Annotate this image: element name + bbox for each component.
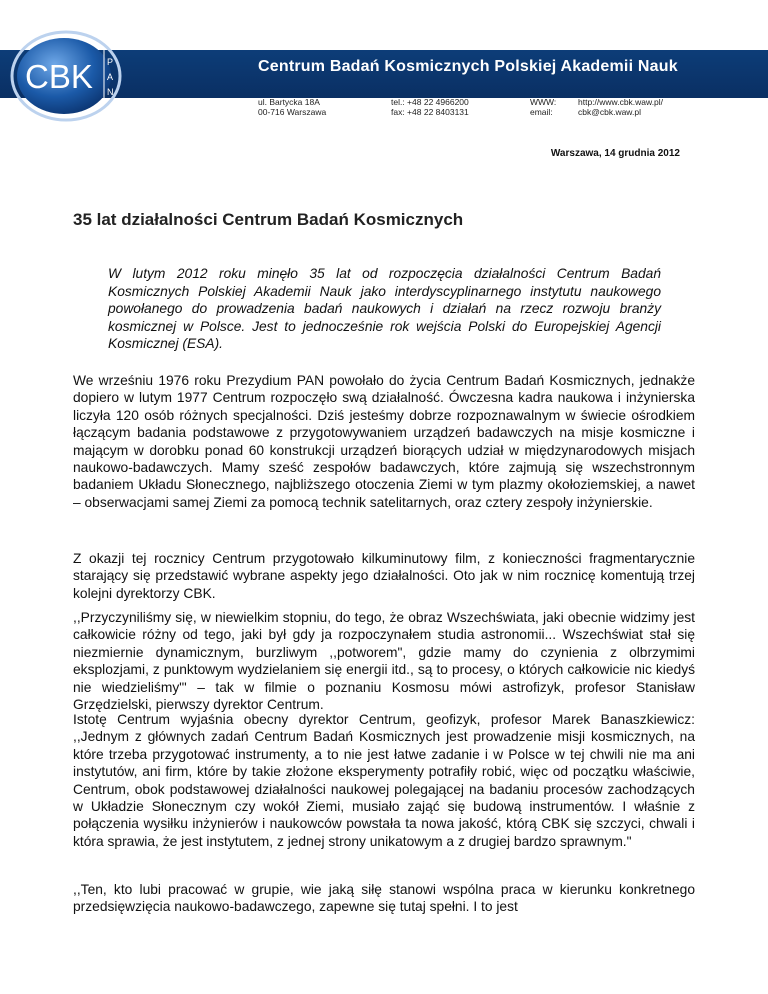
body-paragraph-3 xyxy=(73,609,695,713)
body-paragraph-4 xyxy=(73,711,695,850)
svg-text:A: A xyxy=(107,72,114,82)
tel: tel.: +48 22 4966200 xyxy=(391,97,469,107)
address-block xyxy=(258,97,326,117)
document-title: 35 lat działalności Centrum Badań Kosmicznych xyxy=(73,210,464,229)
address-line1: ul. Bartycka 18A xyxy=(258,97,320,107)
contact-labels xyxy=(530,97,556,117)
phone-block xyxy=(391,97,469,117)
org-name: Centrum Badań Kosmicznych Polskiej Akademii Nauk xyxy=(258,58,678,75)
body-paragraph-1 xyxy=(73,372,695,511)
paragraph-text: We wrześniu 1976 roku Prezydium PAN powołało do życia Centrum Badań Kosmicznych, jednakże dopiero w lutym 1977 Centrum rozpoczęło swą działalność. Ówczesna kadra naukowa i inżynierska liczyła 120 osób różnych specjalności. Dziś jesteśmy dobrze rozpoznawalnym w świecie ośrodkiem łączącym badania podstawowe z przygotowywaniem urządzeń badawczych na misje kosmiczne i mającym w dorobku ponad 60 konstrukcji urządzeń biorących udział w międzynarodowych misjach naukowo-badawczych. Mamy sześć zespołów badawczych, które zajmują się wszechstronnym badaniem Układu Słonecznego, najbliższego otoczenia Ziemi w tym plazmy okołoziemskiej, a nawet – obserwacjami samej Ziemi za pomocą technik satelitarnych, oraz cztery zespoły inżynierskie. xyxy=(73,373,695,510)
lead-paragraph: W lutym 2012 roku minęło 35 lat od rozpoczęcia działalności Centrum Badań Kosmicznych Polskiej Akademii Nauk jako interdyscyplinarnego instytutu naukowego powołanego do prowadzenia badań naukowych i działań na rzecz rozwoju branży kosmicznej w Polsce. Jest to jednocześnie rok wejścia Polski do Europejskiej Agencji Kosmicznej (ESA). xyxy=(108,266,661,351)
paragraph-text: Z okazji tej rocznicy Centrum przygotowało kilkuminutowy film, z konieczności fragmentarycznie starający się przedstawić wybrane aspekty jego działalności. Oto jak w nim rocznicę komentują trzej kolejni dyrektorzy CBK. xyxy=(73,551,695,601)
paragraph-text: ,,Ten, kto lubi pracować w grupie, wie jaką siłę stanowi wspólna praca w kierunku konkretnego przedsięwzięcia naukowo-badawczego, zapewne się tutaj spełni. I to jest xyxy=(73,882,695,915)
address-line2: 00-716 Warszawa xyxy=(258,107,327,117)
fax: fax: +48 22 8403131 xyxy=(391,107,469,117)
document-date: Warszawa, 14 grudnia 2012 xyxy=(550,148,680,159)
www-link[interactable]: http://www.cbk.waw.pl/ xyxy=(578,97,664,107)
svg-text:N: N xyxy=(107,87,114,97)
body-paragraph-2 xyxy=(73,550,695,602)
contact-values xyxy=(578,97,663,117)
body-paragraph-5 xyxy=(73,881,695,916)
paragraph-text: Istotę Centrum wyjaśnia obecny dyrektor Centrum, geofizyk, profesor Marek Banaszkiewicz: ,,Jednym z głównych zadań Centrum Badań Kosmicznych jest prowadzenie misji kosmicznych, na które trzeba przygotować instrumenty, a to nie jest łatwe zadanie i w Polsce w tej chwili nie ma ani instytutów, ani firm, które by takie złożone eksperymenty potrafiły robić, więc od początku właściwie, Centrum, obok podstawowej działalności naukowej polegającej na badaniu procesów zachodzących w Układzie Słonecznym czy wokół Ziemi, musiało zająć się budową instrumentów. I właśnie z połączenia wysiłku inżynierów i naukowców powstała ta nowa jakość, którą CBK się szczyci, chwali i która sprawia, że jest instytutem, z jednej strony unikatowym a z drugiej bardzo sprawnym." xyxy=(73,712,695,849)
email-link[interactable]: cbk@cbk.waw.pl xyxy=(578,107,641,117)
cbk-logo xyxy=(8,28,128,124)
www-label: WWW: xyxy=(530,97,557,107)
logo-letters: CBK xyxy=(25,58,93,95)
svg-text:P: P xyxy=(107,57,114,67)
paragraph-text: ,,Przyczyniliśmy się, w niewielkim stopniu, do tego, że obraz Wszechświata, jaki obecnie widzimy jest całkowicie różny od tego, jaki był gdy ja rozpoczynałem studia astronomii... Wszechświat stał się niezmiernie dynamicznym, burzliwym ,,potworem", gdzie mamy do czynienia z olbrzymimi eksplozjami, z punktowym wydzielaniem się energii itd., są to procesy, o których całkowicie nic kiedyś nie wiedzieliśmy"' – tak w filmie o poznaniu Kosmosu mówi astrofizyk, profesor Stanisław Grzędzielski, pierwszy dyrektor Centrum. xyxy=(73,610,695,713)
email-label: email: xyxy=(530,107,553,117)
